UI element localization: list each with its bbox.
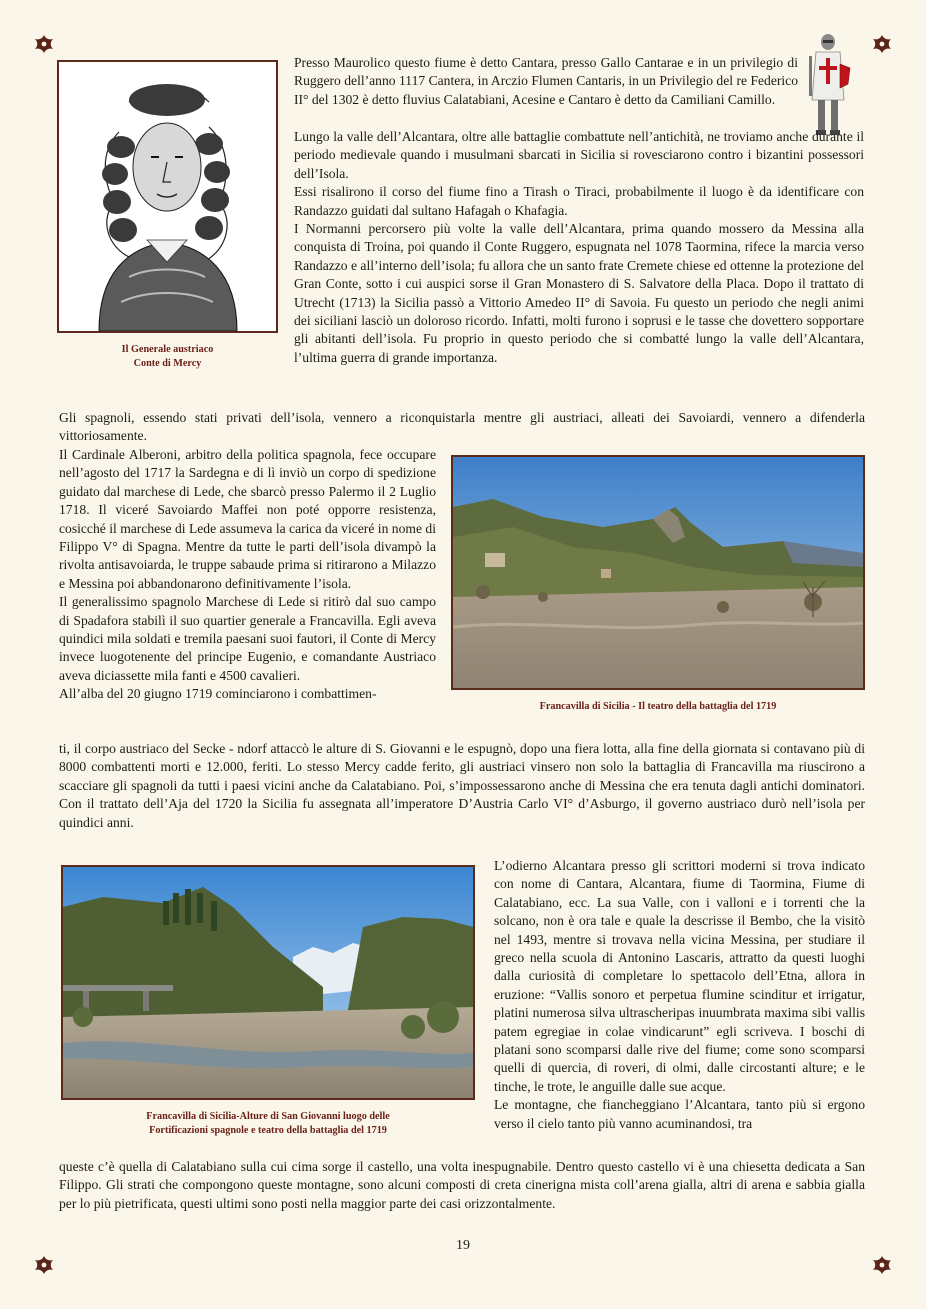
paragraph-intro-narrow <box>294 54 798 109</box>
fleuron-ornament-icon <box>33 1254 55 1276</box>
fleuron-ornament-icon <box>33 33 55 55</box>
page-number: 19 <box>456 1238 470 1253</box>
paragraph-block-left <box>59 446 436 704</box>
paragraph: queste c’è quella di Calatabiano sulla cui cima sorge il castello, una volta inespugnabile. Dentro questo castello vi è una chiesetta dedicata a San Filippo. Gli strati che compongono queste montagne, sono alcuni composti di creta cinerigna mista coll’arena gialla, altri di arena e sabbia gialla per lo più pietrificata, questi ultimi sono posti nella maggior parte dei casi orizzontalmente. <box>59 1159 865 1211</box>
fleuron-ornament-icon <box>871 33 893 55</box>
portrait-caption-line2: Conte di Mercy <box>133 358 202 369</box>
paragraph: All’alba del 20 giugno 1719 cominciarono i combattimen- <box>59 686 377 702</box>
paragraph: ti, il corpo austriaco del Secke - ndorf attaccò le alture di S. Giovanni e le espugnò, dopo una fiera lotta, alla fine della giornata si contavano più di 8000 combattenti morti e 12.000, feriti. Lo stesso Mercy cadde ferito, gli austriaci vinsero non solo la battaglia di Francavilla ma riuscirono a scacciare gli spagnoli da tutti i paesi vicini anche da Calatabiano. Poi, s’impossessarono anche di Messina che era tenuta dagli antichi dominatori. Con il trattato dell’Aja del 1720 la Sicilia fu assegnata all’imperatore D’Austria Carlo VI° d’Asburgo, il governo austriaco durò nell’isola per quindici anni. <box>59 741 865 830</box>
fleuron-ornament-icon <box>871 1254 893 1276</box>
portrait-caption <box>57 343 278 371</box>
photo2-caption-line2: Fortificazioni spagnole e teatro della battaglia del 1719 <box>149 1125 387 1136</box>
photo2-caption-line1: Francavilla di Sicilia-Alture di San Giovanni luogo delle <box>146 1111 390 1122</box>
portrait-caption-line1: Il Generale austriaco <box>121 344 214 355</box>
paragraph: Lungo la valle dell’Alcantara, oltre alle battaglie combattute nell’antichità, ne troviamo anche durante il periodo medievale quando i musulmani sbarcati in Sicilia si rovesciarono contro i bizantini possessori dell’Isola. <box>294 129 864 181</box>
paragraph: I Normanni percorsero più volte la valle dell’Alcantara, prima quando mossero da Messina alla conquista di Troina, poi quando il Conte Ruggero, espugnata nel 1078 Taormina, rifece la marcia verso Randazzo e all’interno dell’isola; fu allora che un santo frate Cremete chiese ed ottenne la protezione del Gran Conte, sotto i cui auspici sorse il Gran Monastero di S. Salvatore della Placa. Dopo il trattato di Utrecht (1713) la Sicilia passò a Vittorio Amedeo II° di Savoia. Fu questo un periodo che negli animi dei siciliani lasciò un doloroso ricordo. Infatti, molti furono i soprusi e le tasse che dovettero sopportare gli abitanti dell’isola. Fu proprio in questo periodo che si combatté lungo la valle dell’Alcantara, l’ultima guerra di grande importanza. <box>294 221 864 365</box>
paragraph: Presso Maurolico questo fiume è detto Cantara, presso Gallo Cantarae e in un privilegio di Ruggero dell’anno 1117 Cantera, in Arczio Flumen Cantaris, in un Privilegio del re Federico II° del 1302 è detto fluvius Calatabiani, Acesine e Cantaro è detto da Camiliani Camillo. <box>294 55 798 107</box>
photo1-caption: Francavilla di Sicilia - Il teatro della battaglia del 1719 <box>539 701 777 712</box>
paragraph: Gli spagnoli, essendo stati privati dell’isola, vennero a riconquistarla mentre gli austriaci, alleati dei Savoiardi, vennero a difenderla vittoriosamente. <box>59 410 865 444</box>
portrait-image-frame <box>57 60 278 333</box>
paragraph: Le montagne, che fiancheggiano l’Alcantara, tanto più si ergono verso il cielo tanto più vanno acuminandosi, tra <box>494 1097 865 1131</box>
paragraph-block-top <box>294 128 864 367</box>
paragraph: L’odierno Alcantara presso gli scrittori moderni si trova indicato con nome di Cantara, Alcantara, fiume di Taormina, Fiume di Calatabiano, ecc. La sua Valle, con i valloni e i torrenti che la solcano, non è ora tale e quale la descrisse il Bembo, che la visitò nel 1493, mentre si trovava nella vicina Messina, per studiare il greco nella scuola di Antonino Lascaris, attratto da questi luoghi dalla curiosità di completare lo spettacolo dell’Etna, allora in eruzione: “Vallis sonoro et perpetua flumine scinditur et irrigatur, platini numerosa silva ultrascheripas inuumbrata maxima sibi vallis patem egregiae in colae vindicarunt” egli scriveva. I boschi di platani sono scomparsi dalle rive del fiume; come sono scomparsi quelli di quercia, di roveri, di olmi, dalle circostanti alture; e le tinche, le trote, le anguille dalle sue acque. <box>494 858 865 1094</box>
photo2-caption <box>61 1110 475 1138</box>
engraved-portrait-image <box>59 62 276 331</box>
landscape-photo-heights <box>61 865 475 1100</box>
paragraph-block-right <box>494 857 865 1133</box>
paragraph-block-full <box>59 409 865 446</box>
paragraph: Essi risalirono il corso del fiume fino a Tirash o Tiraci, probabilmente il luogo è da identificare con Randazzo guidati dal sultano Hafagah o Khafagia. <box>294 184 864 218</box>
paragraph-block-battle <box>59 740 865 832</box>
paragraph: Il Cardinale Alberoni, arbitro della politica spagnola, fece occupare nell’agosto del 1717 la Sardegna e di lì inviò un corpo di spedizione guidato dal marchese di Lede, che sbarcò presso Palermo il 2 Luglio 1718. Il viceré Savoiardo Maffei non poté opporre resistenza, cosicché il marchese di Lede assumeva la carica da viceré in nome di Filippo V° di Spagna. Mentre da tutte le parti dell’isola divampò la rivolta antisavoiarda, le truppe sabaude prima si ritirarono a Milazzo e Messina poi abbandonarono definitivamente l’isola. <box>59 447 436 591</box>
landscape-photo-battlefield <box>451 455 865 690</box>
templar-knight-icon <box>804 30 852 138</box>
paragraph: Il generalissimo spagnolo Marchese di Lede si ritirò dal suo campo di Spadafora stabilì il suo quartier generale a Francavilla. Egli aveva quindici mila soldati e tremila paesani suoi fautori, il Conte di Mercy invece luogotenente del principe Eugenio, e comandante Austriaco aveva diciassette mila fanti e 4500 cavalieri. <box>59 594 436 683</box>
paragraph-block-final <box>59 1158 865 1213</box>
